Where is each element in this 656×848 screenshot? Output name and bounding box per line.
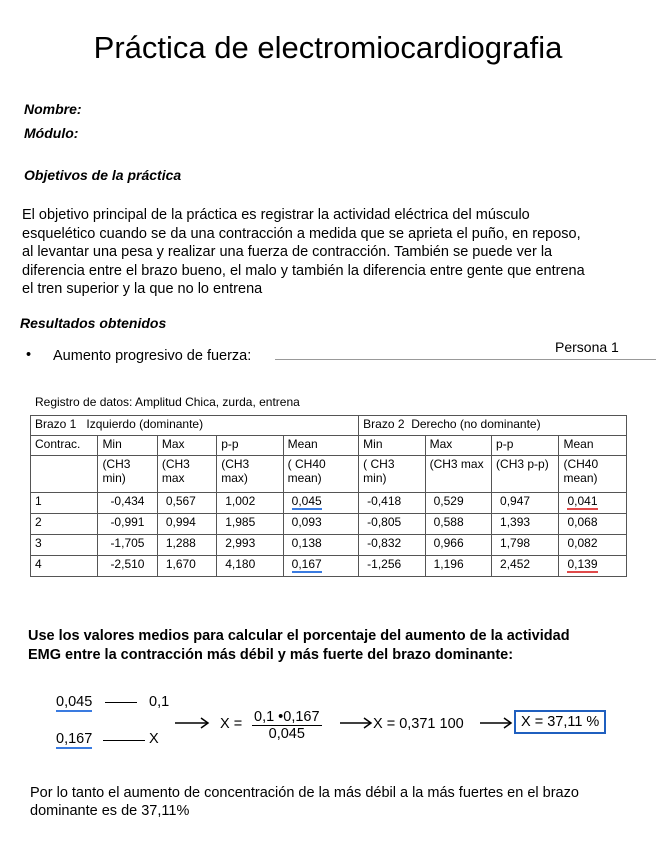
table-row: [31, 535, 627, 556]
cell: 0,138: [283, 535, 359, 556]
table-row: [31, 493, 627, 514]
data-table: [30, 415, 627, 577]
cell: 0,994: [157, 514, 216, 535]
objetivos-paragraph: [22, 206, 652, 299]
cell: 0,947: [492, 493, 559, 514]
conclusion-text: [30, 784, 650, 820]
cell: -0,434: [98, 493, 157, 514]
cell: 4,180: [217, 556, 283, 577]
cell: -1,705: [98, 535, 157, 556]
cell: 0,529: [425, 493, 491, 514]
conclusion-line: dominante es de 37,11%: [30, 803, 190, 819]
cell: 2,452: [492, 556, 559, 577]
modulo-label: Módulo:: [24, 125, 79, 141]
unit-cell: (CH3 min): [98, 456, 157, 493]
mean-underlined: 0,167: [291, 557, 322, 571]
table-units-row: [31, 456, 627, 493]
unit-cell: ( CH40 mean): [283, 456, 359, 493]
col-header: Max: [157, 436, 216, 456]
eq1-lhs: X =: [220, 716, 243, 732]
objetivos-line: al levantar una pesa y realizar una fuerza de contracción. También se puede ver la: [22, 244, 553, 260]
arrow-icon: [175, 716, 215, 730]
mean-underlined: 0,139: [567, 557, 598, 571]
conclusion-line: Por lo tanto el aumento de concentración de la más débil a la más fuertes en el brazo: [30, 785, 579, 801]
calc-b: 0,1: [149, 694, 170, 710]
cell: 0,588: [425, 514, 491, 535]
objetivos-line: el tren superior y la que no lo entrena: [22, 281, 263, 297]
objetivos-line: El objetivo principal de la práctica es registrar la actividad eléctrica del músculo: [22, 207, 530, 223]
col-header: Mean: [559, 436, 627, 456]
brazo2-header: [359, 416, 627, 436]
cell: 1,670: [157, 556, 216, 577]
cell: 0,567: [157, 493, 216, 514]
cell: 1,393: [492, 514, 559, 535]
brazo1-desc: Izquierdo (dominante): [86, 417, 204, 431]
col-header: Min: [359, 436, 425, 456]
result-box: X = 37,11 %: [514, 710, 606, 734]
col-header: Min: [98, 436, 157, 456]
dash-line: [105, 702, 137, 703]
col-header: Mean: [283, 436, 359, 456]
cell: -0,832: [359, 535, 425, 556]
cell: 0,082: [559, 535, 627, 556]
table-header-cols: [31, 436, 627, 456]
cell: 2,993: [217, 535, 283, 556]
cell: -0,805: [359, 514, 425, 535]
brazo1-label: Brazo 1: [35, 417, 77, 431]
cell: 4: [31, 556, 98, 577]
unit-cell: (CH3 max: [425, 456, 491, 493]
col-header: p-p: [492, 436, 559, 456]
cell: 0,966: [425, 535, 491, 556]
cell: [559, 556, 627, 577]
col-header: p-p: [217, 436, 283, 456]
mean-underlined: 0,045: [291, 494, 322, 508]
nombre-label: Nombre:: [24, 101, 82, 117]
unit-cell: (CH40 mean): [559, 456, 627, 493]
calc-a: [56, 694, 92, 710]
table-row: [31, 514, 627, 535]
eq1-numerator: 0,1 •0,167: [254, 709, 320, 725]
cell: 1,288: [157, 535, 216, 556]
unit-cell: (CH3 p-p): [492, 456, 559, 493]
registro-caption: Registro de datos: Amplitud Chica, zurda, entrena: [35, 395, 300, 409]
brazo2-desc: Derecho (no dominante): [411, 417, 541, 431]
persona-label: Persona 1: [555, 339, 619, 355]
cell: -2,510: [98, 556, 157, 577]
objetivos-line: esquelético cuando se da una contracción a medida que se aprieta el puño, en reposo,: [22, 225, 581, 242]
brazo1-header: [31, 416, 359, 436]
cell: [283, 556, 359, 577]
instruction-line: Use los valores medios para calcular el porcentaje del aumento de la actividad: [28, 628, 570, 644]
eq1-fraction: [252, 709, 322, 742]
cell: 2: [31, 514, 98, 535]
col-header: Max: [425, 436, 491, 456]
cell: 1,985: [217, 514, 283, 535]
cell: 0,093: [283, 514, 359, 535]
calc-d: X: [149, 731, 159, 747]
cell: -1,256: [359, 556, 425, 577]
mean-underlined: 0,041: [567, 494, 598, 508]
unit-cell: [31, 456, 98, 493]
unit-cell: (CH3 max): [217, 456, 283, 493]
instruction-text: [28, 627, 648, 664]
table-row: [31, 556, 627, 577]
cell: [283, 493, 359, 514]
cell: 1,798: [492, 535, 559, 556]
bullet-marker: •: [26, 347, 32, 363]
cell: 1: [31, 493, 98, 514]
cell: -0,991: [98, 514, 157, 535]
calc-c-value: 0,167: [56, 731, 93, 747]
cell: 1,196: [425, 556, 491, 577]
objetivos-line: diferencia entre el brazo bueno, el malo y también la diferencia entre gente que entrena: [22, 262, 585, 279]
col-header: Contrac.: [31, 436, 98, 456]
brazo2-label: Brazo 2: [363, 417, 405, 431]
cell: -0,418: [359, 493, 425, 514]
unit-cell: ( CH3 min): [359, 456, 425, 493]
table-header-arms: [31, 416, 627, 436]
unit-cell: (CH3 max: [157, 456, 216, 493]
cell: [559, 493, 627, 514]
page-title: Práctica de electromiocardiografia: [93, 30, 563, 65]
resultados-heading: Resultados obtenidos: [20, 315, 167, 331]
calc-c: [56, 731, 92, 747]
objetivos-heading: Objetivos de la práctica: [24, 167, 182, 183]
dash-line: [103, 740, 145, 741]
cell: 1,002: [217, 493, 283, 514]
instruction-line: EMG entre la contracción más débil y más fuerte del brazo dominante:: [28, 646, 514, 663]
eq1-denominator: 0,045: [268, 726, 305, 742]
fill-line: [275, 359, 656, 360]
eq2: X = 0,371 100: [373, 716, 464, 732]
cell: 0,068: [559, 514, 627, 535]
cell: 3: [31, 535, 98, 556]
calc-a-value: 0,045: [56, 694, 93, 710]
bullet-text: Aumento progresivo de fuerza:: [53, 348, 252, 364]
